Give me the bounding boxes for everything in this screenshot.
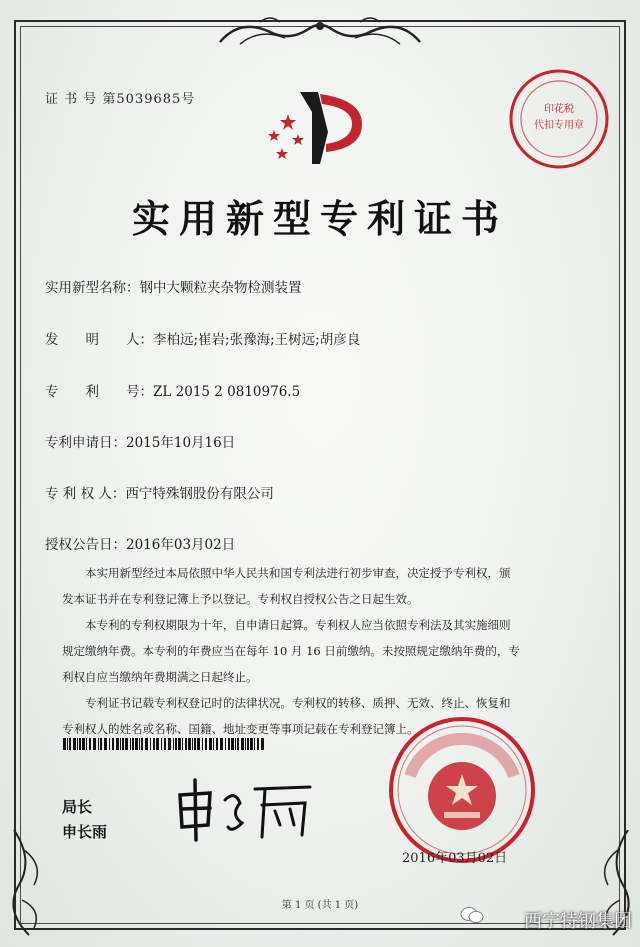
barcode-bar: [261, 738, 264, 750]
field-application-date: [45, 431, 235, 451]
signatory-title: 局长: [62, 798, 93, 816]
barcode-bar: [178, 738, 181, 750]
barcode-bar: [254, 738, 255, 750]
body-line: 利权自应当缴纳年费期满之日起终止。: [62, 670, 258, 684]
field-value: 钢中大颗粒夹杂物检测装置: [139, 280, 302, 296]
barcode-bar: [82, 738, 85, 750]
barcode-bar: [132, 738, 134, 750]
barcode-bar: [216, 738, 218, 750]
barcode-bar: [125, 738, 128, 750]
national-ip-seal: [388, 716, 536, 864]
barcode-bar: [209, 738, 212, 750]
barcode-bar: [173, 738, 174, 750]
barcode-bar: [228, 738, 230, 750]
barcode-bar: [247, 738, 249, 750]
barcode-bar: [231, 738, 234, 750]
barcode-bar: [141, 738, 143, 750]
barcode-bar: [205, 738, 207, 750]
barcode-bar: [63, 738, 66, 750]
barcode-bar: [202, 738, 203, 750]
tax-stamp: [508, 68, 610, 170]
field-grant-date: [45, 533, 235, 553]
barcode-bar: [182, 738, 183, 750]
field-value: 李柏远;崔岩;张豫海;王树远;胡彦良: [153, 332, 361, 348]
body-line: 发本证书并在专利登记簿上予以登记。专利权自授权公告之日起生效。: [62, 592, 419, 606]
signatory-name: 申长雨: [62, 823, 108, 841]
barcode-bar: [112, 738, 114, 750]
barcode-bar: [185, 738, 187, 750]
barcode-bar: [116, 738, 119, 750]
field-inventors: [45, 328, 360, 348]
barcode-bar: [139, 738, 140, 750]
left-corner-ornament: [4, 830, 64, 940]
barcode-bar: [109, 738, 110, 750]
barcode-bar: [77, 738, 78, 750]
barcode-bar: [257, 738, 259, 750]
tax-stamp-text-2: 代扣专用章: [534, 120, 584, 131]
barcode-bar: [188, 738, 191, 750]
tax-stamp-text-1: 印花税: [544, 104, 574, 115]
field-label: 专 利 号：: [45, 384, 153, 400]
barcode-bar: [153, 738, 155, 750]
barcode-bar: [161, 738, 162, 750]
barcode-bar: [250, 738, 253, 750]
barcode-bar: [237, 738, 239, 750]
body-line: 专利权人的姓名或名称、国籍、地址变更等事项记载在专利登记簿上。: [62, 722, 419, 736]
barcode-bar: [93, 738, 96, 750]
barcode-bar: [98, 738, 99, 750]
body-line: 本专利的专利权期限为十年，自申请日起算。专利权人应当依照专利法及其实施细则: [62, 618, 511, 632]
field-patent-number: [45, 380, 300, 400]
field-value: 西宁特殊钢股份有限公司: [125, 486, 274, 502]
field-label: 专利申请日：: [45, 435, 126, 451]
barcode-bar: [175, 738, 177, 750]
barcode-bar: [89, 738, 91, 750]
barcode: [63, 738, 265, 750]
field-value: 2016年03月02日: [126, 537, 236, 553]
barcode-bar: [135, 738, 138, 750]
barcode-bar: [197, 738, 200, 750]
barcode-bar: [164, 738, 166, 750]
barcode-bar: [69, 738, 71, 750]
field-label: 发 明 人：: [45, 332, 153, 348]
barcode-bar: [104, 738, 107, 750]
field-value: ZL 2015 2 0810976.5: [153, 384, 301, 400]
certificate-body: [62, 560, 582, 742]
barcode-bar: [235, 738, 236, 750]
watermark-text: 西宁特钢集团: [524, 911, 632, 932]
field-value: 2015年10月16日: [126, 435, 236, 451]
certificate-title: 实用新型专利证书: [131, 197, 508, 241]
body-line: 专利证书记载专利权登记时的法律状况。专利权的转移、质押、无效、终止、恢复和: [62, 696, 511, 710]
field-label: 授权公告日：: [45, 537, 126, 553]
barcode-bar: [220, 738, 223, 750]
barcode-bar: [245, 738, 246, 750]
barcode-bar: [86, 738, 87, 750]
field-label: 专 利 权 人：: [45, 486, 126, 502]
handwritten-signature: [170, 775, 320, 845]
barcode-bar: [168, 738, 171, 750]
top-ornament: [200, 14, 440, 54]
field-label: 实用新型名称：: [45, 280, 140, 296]
field-patentee: [45, 482, 274, 502]
barcode-bar: [120, 738, 121, 750]
barcode-bar: [73, 738, 76, 750]
barcode-bar: [150, 738, 151, 750]
barcode-bar: [122, 738, 124, 750]
barcode-bar: [156, 738, 159, 750]
barcode-bar: [130, 738, 131, 750]
barcode-bar: [67, 738, 68, 750]
patent-office-emblem: [262, 92, 382, 172]
barcode-bar: [100, 738, 102, 750]
wechat-icon: [460, 905, 484, 925]
barcode-bar: [213, 738, 214, 750]
page-number: 第 1 页 (共 1 页): [281, 900, 359, 911]
body-line: 本实用新型经过本局依照中华人民共和国专利法进行初步审查，决定授予专利权，颁: [62, 566, 511, 580]
barcode-bar: [192, 738, 193, 750]
seal-date: 2016年03月02日: [402, 851, 508, 866]
barcode-bar: [241, 738, 244, 750]
barcode-bar: [225, 738, 226, 750]
field-utility-name: [45, 276, 302, 296]
certificate-number: 证 书 号 第5039685号: [45, 92, 196, 107]
barcode-bar: [79, 738, 81, 750]
barcode-bar: [194, 738, 196, 750]
body-line: 规定缴纳年费。本专利的年费应当在每年 10 月 16 日前缴纳。未按照规定缴纳年费的，专: [62, 644, 520, 658]
barcode-bar: [145, 738, 148, 750]
